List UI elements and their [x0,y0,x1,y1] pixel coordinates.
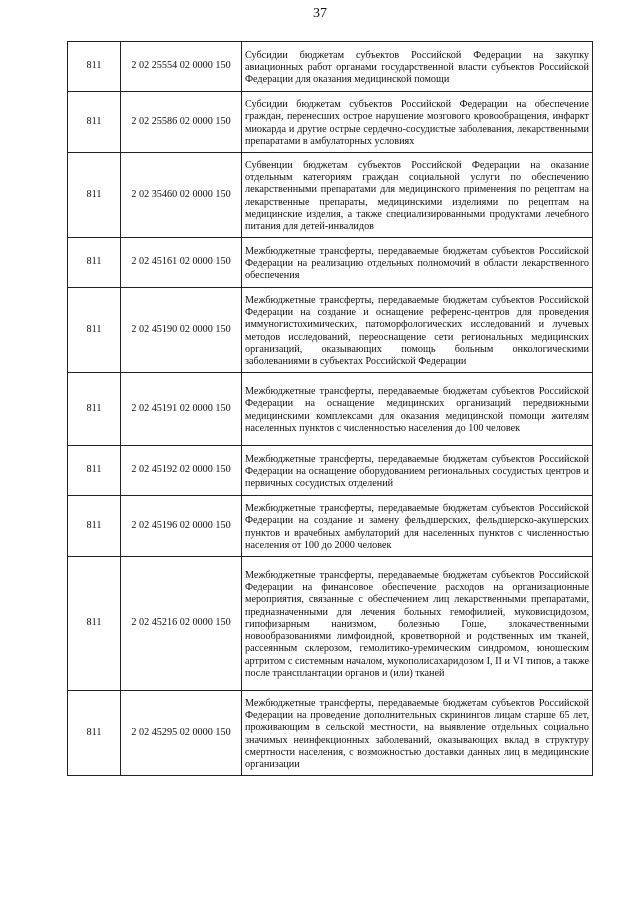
budget-code-cell: 2 02 35460 02 0000 150 [121,153,242,238]
description-cell: Субсидии бюджетам субъектов Российской Федерации на закупку авиационных работ органами государственной власти субъектов Российской Федерации для оказания медицинской помощи [242,42,593,92]
description-cell: Межбюджетные трансферты, передаваемые бюджетам субъектов Российской Федерации на реализацию отдельных полномочий в области лекарственного обеспечения [242,238,593,288]
table-row [68,557,593,691]
description-cell: Субсидии бюджетам субъектов Российской Федерации на обеспечение граждан, перенесших острое нарушение мозгового кровообращения, инфаркт миокарда и другие острые сердечно-сосудистые заболевания, лекарственными препаратами в амбулаторных условиях [242,92,593,153]
admin-code-cell: 811 [68,238,121,288]
admin-code-cell: 811 [68,153,121,238]
admin-code-cell: 811 [68,557,121,691]
table-row [68,496,593,557]
budget-code-cell: 2 02 45192 02 0000 150 [121,446,242,496]
table-row [68,691,593,776]
budget-code-cell: 2 02 45196 02 0000 150 [121,496,242,557]
budget-code-cell: 2 02 45190 02 0000 150 [121,288,242,373]
description-cell: Межбюджетные трансферты, передаваемые бюджетам субъектов Российской Федерации на создание и оснащение референс-центров для проведения иммуногистохимических, патоморфологических исследований и лучевых методов исследований, переоснащение сети региональных медицинских организаций, оказывающих помощь больным онкологическими заболеваниями в субъектах Российской Федерации [242,288,593,373]
description-cell: Межбюджетные трансферты, передаваемые бюджетам субъектов Российской Федерации на оснащение медицинских организаций передвижными медицинскими комплексами для оказания медицинской помощи жителям населенных пунктов с численностью населения до 100 человек [242,373,593,446]
budget-code-cell: 2 02 25586 02 0000 150 [121,92,242,153]
admin-code-cell: 811 [68,42,121,92]
table-row [68,42,593,92]
table-row [68,238,593,288]
description-cell: Межбюджетные трансферты, передаваемые бюджетам субъектов Российской Федерации на создание и замену фельдшерских, фельдшерско-акушерских пунктов и врачебных амбулаторий для населенных пунктов с численностью населения от 100 до 2000 человек [242,496,593,557]
description-cell: Межбюджетные трансферты, передаваемые бюджетам субъектов Российской Федерации на финансовое обеспечение расходов на организационные мероприятия, связанные с обеспечением лиц лекарственными препаратами, предназначенными для лечения больных гемофилией, муковисцидозом, гипофизарным нанизмом, болезнью Гоше, злокачественными новообразованиями лимфоидной, кроветворной и родственных им тканей, рассеянным склерозом, гемолитико-уремическим синдромом, юношеским артритом с системным началом, мукополисахаридозом I, II и VI типов, а также после трансплантации органов и (или) тканей [242,557,593,691]
table-row [68,288,593,373]
page-number: 37 [313,6,327,21]
description-cell: Межбюджетные трансферты, передаваемые бюджетам субъектов Российской Федерации на проведение дополнительных скринингов лицам старше 65 лет, проживающим в сельской местности, на выявление отдельных социально значимых неинфекционных заболеваний, оказывающих вклад в структуру смертности населения, с возможностью доставки данных лиц в медицинские организации [242,691,593,776]
admin-code-cell: 811 [68,496,121,557]
admin-code-cell: 811 [68,92,121,153]
table-row [68,153,593,238]
budget-code-cell: 2 02 25554 02 0000 150 [121,42,242,92]
budget-code-cell: 2 02 45161 02 0000 150 [121,238,242,288]
budget-code-cell: 2 02 45295 02 0000 150 [121,691,242,776]
admin-code-cell: 811 [68,288,121,373]
description-cell: Межбюджетные трансферты, передаваемые бюджетам субъектов Российской Федерации на оснащение оборудованием региональных сосудистых центров и первичных сосудистых отделений [242,446,593,496]
admin-code-cell: 811 [68,373,121,446]
budget-codes-table [67,41,593,776]
admin-code-cell: 811 [68,691,121,776]
budget-code-cell: 2 02 45216 02 0000 150 [121,557,242,691]
table-row [68,373,593,446]
admin-code-cell: 811 [68,446,121,496]
table-row [68,92,593,153]
budget-code-cell: 2 02 45191 02 0000 150 [121,373,242,446]
description-cell: Субвенции бюджетам субъектов Российской Федерации на оказание отдельным категориям граждан социальной услуги по обеспечению лекарственными препаратами для медицинского применения по рецептам на лекарственные препараты, медицинскими изделиями по рецептам на медицинские изделия, а также специализированными продуктами лечебного питания для детей-инвалидов [242,153,593,238]
table-row [68,446,593,496]
